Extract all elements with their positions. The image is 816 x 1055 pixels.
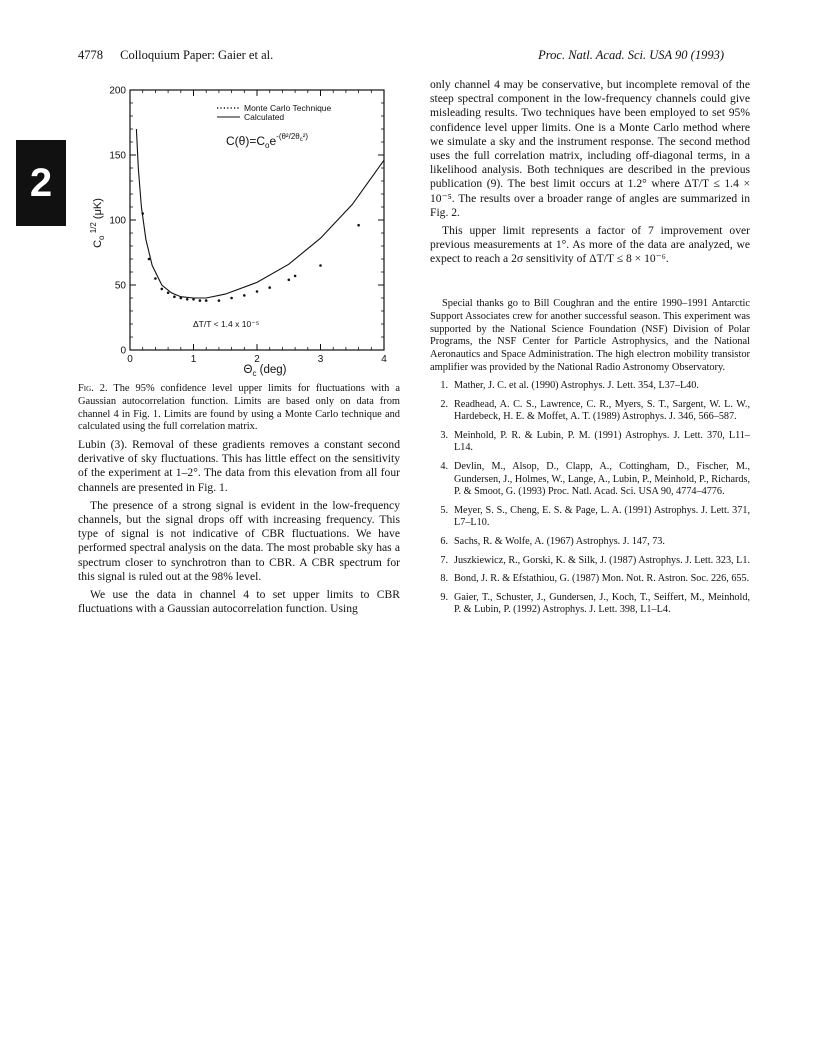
monte-carlo-point — [243, 294, 246, 297]
reference-text: Sachs, R. & Wolfe, A. (1967) Astrophys. J. 147, 73. — [454, 535, 665, 547]
legend-label-monte-carlo: Monte Carlo Technique — [244, 103, 332, 113]
reference-text: Devlin, M., Alsop, D., Clapp, A., Cottingham, D., Fischer, M., Gundersen, J., Holmes, W., Lange, A., Lubin, P., Meinhold, P., Richards, P. & Smoot, G. (1993) Proc. Natl. Acad. Sci. USA 90, 4774–4776. — [454, 460, 750, 498]
monte-carlo-point — [319, 264, 322, 267]
monte-carlo-point — [256, 290, 259, 293]
reference-number: 7. — [440, 554, 448, 566]
x-tick-label: 1 — [190, 354, 197, 365]
monte-carlo-point — [186, 298, 189, 301]
chart-annotation: ΔT/T < 1.4 x 10⁻⁵ — [193, 319, 260, 329]
reference-item — [430, 380, 750, 393]
reference-item — [430, 536, 750, 549]
monte-carlo-point — [173, 295, 176, 298]
reference-item — [430, 555, 750, 568]
monte-carlo-point — [154, 277, 157, 280]
reference-text: Meyer, S. S., Cheng, E. S. & Page, L. A. (1991) Astrophys. J. Lett. 371, L7–L10. — [454, 504, 750, 529]
monte-carlo-point — [294, 275, 297, 278]
caption-label: Fig. 2. — [78, 383, 108, 394]
y-tick-label: 50 — [114, 280, 126, 292]
reference-item — [430, 399, 750, 424]
x-tick-label: 0 — [127, 354, 133, 365]
x-tick-label: 2 — [254, 354, 260, 365]
reference-number: 8. — [440, 573, 448, 585]
section-tab: 2 — [16, 140, 66, 226]
figure-caption — [78, 383, 400, 434]
reference-number: 5. — [440, 504, 448, 516]
body-paragraph: only channel 4 may be conservative, but incomplete removal of the steep spectral component in the low-frequency channels could give misleading results. Two techniques have been employed to set 95% confidence level upper limits. One is a Monte Carlo method where we simulate a sky and the instrument response. The second method uses the full correlation matrix, including off-diagonal terms, in a likelihood analysis. Both techniques are described in the previous publication (9). The best limit occurs at 1.2° where ΔT/T ≤ 1.4 × 10⁻⁵. The results over a broader range of angles are summarized in Fig. 2. — [430, 78, 750, 219]
x-tick-label: 4 — [381, 354, 387, 365]
monte-carlo-point — [357, 224, 360, 227]
right-column-body — [430, 78, 750, 267]
caption-text: The 95% confidence level upper limits for fluctuations with a Gaussian autocorrelation function. Limits are based only on data from channel 4 in Fig. 1. Limits are found by using a Monte Carlo technique and calculated using the full correlation matrix. — [78, 383, 400, 433]
x-tick-label: 3 — [317, 354, 324, 365]
chart-series — [136, 129, 384, 302]
body-paragraph: Lubin (3). Removal of these gradients removes a constant second derivative of sky fluctuations. This has little effect on the sensitivity of the experiment at 1–2°. The data from this elevation from all four channels are presented in Fig. 1. — [78, 438, 400, 494]
reference-text: Juszkiewicz, R., Gorski, K. & Silk, J. (1987) Astrophys. J. Lett. 323, L1. — [454, 554, 750, 566]
reference-item — [430, 573, 750, 586]
y-tick-label: 0 — [120, 345, 126, 357]
plot-frame — [130, 90, 384, 350]
reference-number: 4. — [440, 460, 448, 472]
page-number: 4778 — [78, 48, 103, 62]
journal-citation: Proc. Natl. Acad. Sci. USA 90 (1993) — [538, 48, 724, 62]
reference-number: 6. — [440, 535, 448, 547]
monte-carlo-point — [167, 292, 170, 295]
reference-list — [430, 380, 750, 623]
body-paragraph: This upper limit represents a factor of 7 improvement over previous measurements at 1°. As more of the data are analyzed, we expect to reach a 2σ sensitivity of ΔT/T ≤ 8 × 10⁻⁶. — [430, 224, 750, 266]
body-paragraph: The presence of a strong signal is evident in the low-frequency channels, but the signal drops off with increasing frequency. This type of signal is not indicative of CBR fluctuations. We have performed spectral analysis on the data. The most probable sky has a spectrum closer to synchrotron than to CBR. A CBR spectrum for this signal is ruled out at the 98% level. — [78, 498, 400, 583]
section-title: Colloquium Paper: Gaier et al. — [120, 48, 274, 62]
reference-text: Mather, J. C. et al. (1990) Astrophys. J. Lett. 354, L37–L40. — [454, 380, 699, 391]
reference-item — [430, 430, 750, 455]
reference-text: Bond, J. R. & Efstathiou, G. (1987) Mon. Not. R. Astron. Soc. 226, 655. — [454, 573, 750, 585]
reference-number: 2. — [440, 398, 448, 410]
calculated-curve — [136, 129, 384, 298]
running-header-left — [78, 48, 273, 63]
monte-carlo-point — [268, 286, 271, 289]
x-axis-label: $\Theta_c$ (deg) — [243, 364, 287, 378]
figure-2-chart — [78, 78, 398, 378]
chart-legend — [217, 103, 332, 122]
reference-item — [430, 505, 750, 530]
reference-number: 9. — [440, 591, 448, 603]
y-tick-label: 200 — [109, 85, 126, 97]
left-column-body — [78, 438, 400, 616]
reference-number: 3. — [440, 429, 448, 441]
reference-number: 1. — [440, 380, 448, 391]
legend-label-calculated: Calculated — [244, 112, 285, 122]
y-tick-label: 150 — [109, 150, 126, 162]
monte-carlo-point — [205, 299, 208, 302]
monte-carlo-point — [161, 288, 164, 291]
acknowledgment: Special thanks go to Bill Coughran and the entire 1990–1991 Antarctic Support Associates crew for another successful season. This experiment was supported by the National Science Foundation (NSF) Division of Polar Programs, the NSF Center for Particle Astrophysics, and the National Aeronautics and Space Administration. The high electron mobility transistor amplifier was provided by the National Radio Astronomy Observatory. — [430, 298, 750, 373]
chart-svg — [78, 78, 398, 378]
reference-item — [430, 592, 750, 617]
chart-formula: $C(\theta)=C_oe^{-(\theta^2/2\theta}c^2$) — [226, 132, 309, 150]
y-tick-label: 100 — [109, 215, 126, 227]
reference-text: Readhead, A. C. S., Lawrence, C. R., Myers, S. T., Sargent, W. L. W., Hardebeck, H. E. & Moffet, A. T. (1989) Astrophys. J. 346, 566–587. — [454, 398, 750, 423]
monte-carlo-point — [230, 297, 233, 300]
chart-axes — [130, 90, 384, 350]
monte-carlo-point — [199, 299, 202, 302]
monte-carlo-point — [288, 279, 291, 282]
reference-item — [430, 461, 750, 499]
reference-text: Gaier, T., Schuster, J., Gundersen, J., Koch, T., Seiffert, M., Meinhold, P. & Lubin, P. (1992) Astrophys. J. Lett. 398, L1–L4. — [454, 591, 750, 616]
reference-text: Meinhold, P. R. & Lubin, P. M. (1991) Astrophys. J. Lett. 370, L11–L14. — [454, 429, 750, 454]
body-paragraph: We use the data in channel 4 to set upper limits to CBR fluctuations with a Gaussian autocorrelation function. Using — [78, 588, 400, 616]
monte-carlo-point — [218, 299, 221, 302]
y-axis-label: $C_o$ $^{1/2}$ (μK) — [89, 198, 106, 248]
